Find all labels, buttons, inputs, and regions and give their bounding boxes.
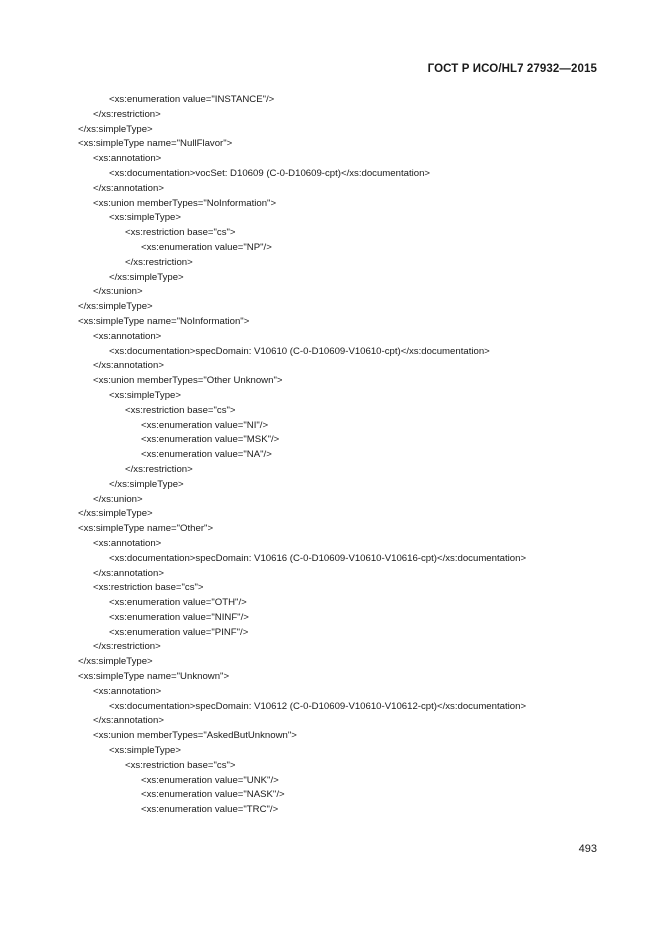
code-line: <xs:simpleType name="Unknown"> [78,671,230,683]
code-line: <xs:restriction base="cs"> [125,404,236,416]
code-line: </xs:annotation> [93,182,164,194]
code-line: <xs:restriction base="cs"> [93,582,204,594]
code-line: </xs:annotation> [93,360,164,372]
code-line: <xs:simpleType> [109,745,181,757]
code-line: <xs:annotation> [93,330,162,342]
code-line: <xs:enumeration value="PINF"/> [109,626,249,638]
code-line: </xs:simpleType> [78,656,153,668]
code-line: </xs:simpleType> [78,508,153,520]
code-line: <xs:restriction base="cs"> [125,227,236,239]
xml-code-listing [78,93,621,818]
code-line: </xs:simpleType> [78,123,153,135]
code-line: </xs:simpleType> [109,271,184,283]
code-line: <xs:enumeration value="TRC"/> [141,804,279,816]
code-line: </xs:annotation> [93,567,164,579]
code-line: </xs:restriction> [93,108,161,120]
code-line: <xs:simpleType name="Other"> [78,523,214,535]
code-line: <xs:documentation>specDomain: V10612 (C-0-D10609-V10610-V10612-cpt)</xs:documentation> [109,700,527,712]
code-line: </xs:restriction> [93,641,161,653]
code-line: </xs:simpleType> [78,301,153,313]
code-line: <xs:enumeration value="NI"/> [141,419,269,431]
code-line: <xs:enumeration value="NINF"/> [109,611,249,623]
code-line: </xs:union> [93,286,143,298]
code-line: <xs:annotation> [93,685,162,697]
code-line: <xs:restriction base="cs"> [125,759,236,771]
code-line: <xs:simpleType name="NullFlavor"> [78,138,233,150]
code-line: <xs:union memberTypes="NoInformation"> [93,197,277,209]
code-line: <xs:enumeration value="OTH"/> [109,597,247,609]
code-line: <xs:union memberTypes="Other Unknown"> [93,375,283,387]
code-line: <xs:enumeration value="NASK"/> [141,789,285,801]
document-header: ГОСТ Р ИСО/HL7 27932—2015 [427,63,597,75]
code-line: <xs:simpleType name="NoInformation"> [78,315,250,327]
code-line: <xs:enumeration value="NP"/> [141,241,272,253]
code-line: <xs:documentation>vocSet: D10609 (C-0-D10609-cpt)</xs:documentation> [109,167,431,179]
code-line: <xs:union memberTypes="AskedButUnknown"> [93,730,297,742]
code-line: </xs:annotation> [93,715,164,727]
code-line: <xs:enumeration value="UNK"/> [141,774,279,786]
code-line: </xs:restriction> [125,256,193,268]
code-line: </xs:simpleType> [109,478,184,490]
code-line: <xs:documentation>specDomain: V10610 (C-0-D10609-V10610-cpt)</xs:documentation> [109,345,490,357]
code-line: <xs:enumeration value="INSTANCE"/> [109,94,275,105]
code-line: <xs:enumeration value="NA"/> [141,449,272,461]
code-line: <xs:annotation> [93,537,162,549]
code-line: <xs:simpleType> [109,212,181,224]
code-line: </xs:union> [93,493,143,505]
code-line: </xs:restriction> [125,463,193,475]
page-number: 493 [578,843,597,855]
code-line: <xs:enumeration value="MSK"/> [141,434,280,446]
code-line: <xs:documentation>specDomain: V10616 (C-0-D10609-V10610-V10616-cpt)</xs:documentation> [109,552,527,564]
code-line: <xs:simpleType> [109,389,181,401]
code-line: <xs:annotation> [93,153,162,165]
